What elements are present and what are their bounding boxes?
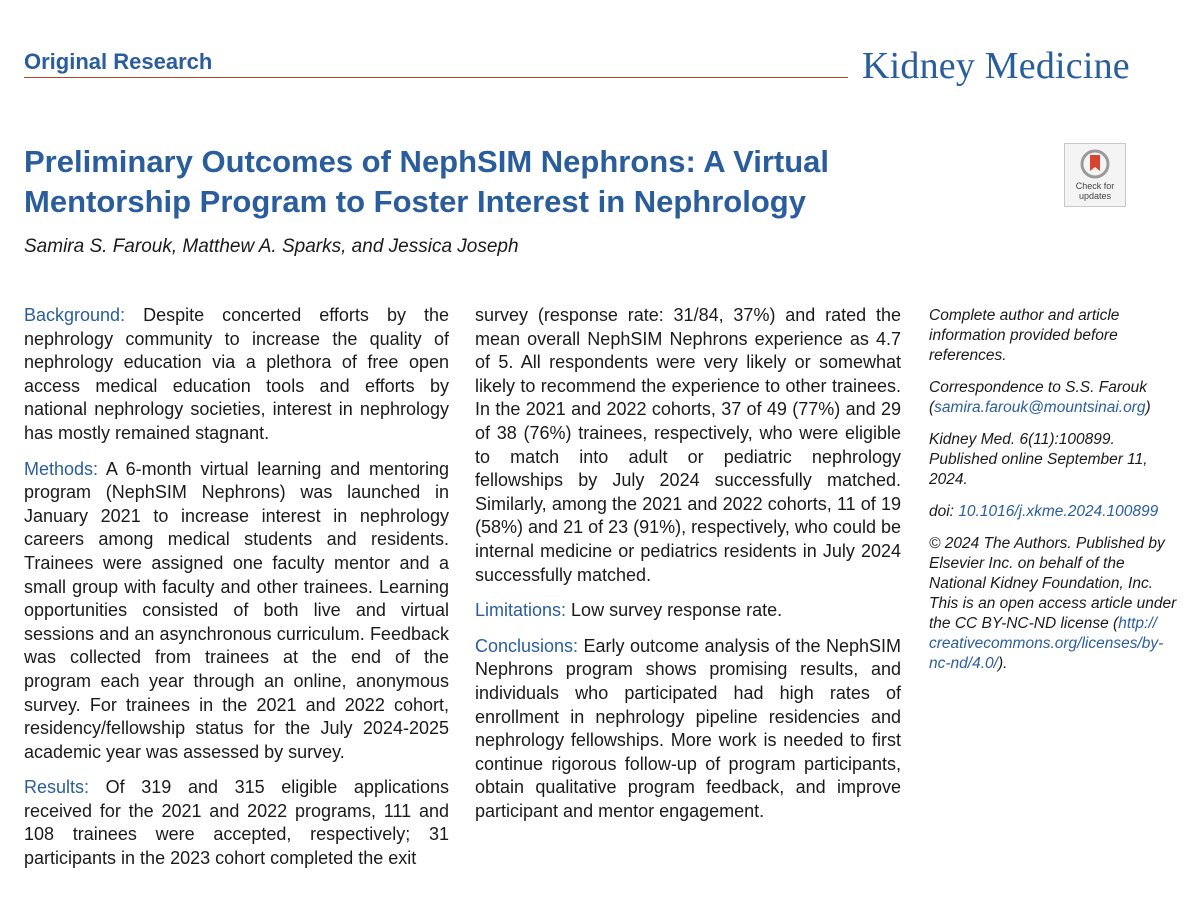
background-text: Despite concerted efforts by the nephrology community to increase the quality of nephrology education via a plethora of free open access medical education tools and efforts by national nephrology societies, interest in nephrology has mostly remained stagnant. xyxy=(24,305,449,443)
correspondence-prefix: Correspondence to S.S. Farouk ( xyxy=(929,379,1147,416)
results-text-part-2: survey (response rate: 31/84, 37%) and rated the mean overall NephSIM Nephrons experience as 4.7 of 5. All respondents were very likely or somewhat likely to recommend the experience to other trainees. In the 2021 and 2022 cohorts, 37 of 49 (77%) and 29 of 38 (76%) trainees, respectively, who were eligible to match into adult or pediatric nephrology fellowships by July 2024 successfully matched. Similarly, among the 2021 and 2022 cohorts, 11 of 19 (58%) and 21 of 23 (91%), respectively, who could be internal medicine or pediatrics residents in July 2024 successfully matched. xyxy=(475,305,901,585)
badge-label-line-1: Check for xyxy=(1075,181,1115,191)
results-paragraph-continued xyxy=(475,304,901,587)
article-title-line-1: Preliminary Outcomes of NephSIM Nephrons: A Virtual xyxy=(24,144,830,179)
badge-label-line-2: updates xyxy=(1078,191,1112,201)
license-statement xyxy=(929,534,1177,674)
limitations-text: Low survey response rate. xyxy=(566,600,783,621)
article-title xyxy=(24,142,964,222)
license-link[interactable]: http://​creativecommons.org/​licenses/by-nc-nd/4.0/ xyxy=(929,615,1164,672)
correspondence-suffix: ) xyxy=(1145,399,1151,416)
doi xyxy=(929,502,1177,522)
results-heading: Results: xyxy=(24,777,90,798)
conclusions-text: Early outcome analysis of the NephSIM Nephrons program shows promising results, and individuals who participated had high rates of enrollment in nephrology pipeline residencies and nephrology fellowships. More work is needed to first continue rigorous follow-up of program participants, obtain qualitative program feedback, and improve participant and mentor engagement. xyxy=(475,635,901,821)
results-text-part-1: Of 319 and 315 eligible applications received for the 2021 and 2022 programs, 111 and 108 trainees were accepted, respectively; 31 participants in the 2023 cohort completed the exit xyxy=(24,777,449,869)
abstract-column-1 xyxy=(24,304,449,883)
doi-prefix: doi: xyxy=(929,503,959,520)
doi-link[interactable]: 10.1016/​j.xkme.2024.100899 xyxy=(958,503,1159,520)
correspondence xyxy=(929,378,1177,418)
header-divider xyxy=(24,77,848,78)
methods-heading: Methods: xyxy=(24,458,99,479)
background-heading: Background: xyxy=(24,305,126,325)
author-list: Samira S. Farouk, Matthew A. Sparks, and Jessica Joseph xyxy=(24,236,519,257)
conclusions-paragraph xyxy=(475,635,901,824)
license-suffix: ). xyxy=(997,655,1008,672)
article-info-sidebar xyxy=(929,306,1177,686)
journal-name: Kidney Medicine xyxy=(862,45,1130,87)
article-title-line-2: Mentorship Program to Foster Interest in Nephrology xyxy=(24,184,806,219)
citation xyxy=(929,430,1177,490)
citation-line-1: Kidney Med. 6(11):100899. xyxy=(929,431,1115,448)
license-text: © 2024 The Authors. Published by Elsevier Inc. on behalf of the National Kidney Foundation, Inc. This is an open access article under the CC BY-NC-ND license ( xyxy=(929,535,1177,632)
methods-paragraph xyxy=(24,458,449,765)
limitations-paragraph xyxy=(475,599,901,623)
conclusions-heading: Conclusions: xyxy=(475,635,579,656)
correspondence-email-link[interactable]: samira.​farouk@mountsinai.org xyxy=(934,399,1146,416)
results-paragraph xyxy=(24,776,449,870)
methods-text: A 6-month virtual learning and mentoring program (NephSIM Nephrons) was launched in January 2021 to increase interest in nephrology careers among medical students and residents. Trainees were assigned one faculty mentor and a small group with faculty and other trainees. Learning opportunities consisted of both live and virtual sessions and an asynchronous curriculum. Feedback was collected from trainees at the end of the program each year through an online, anonymous survey. For trainees in the 2021 and 2022 cohort, residency/fellowship status for the July 2024-2025 academic year was assessed by survey. xyxy=(24,458,449,762)
abstract-column-2 xyxy=(475,304,901,835)
limitations-heading: Limitations: xyxy=(475,600,567,621)
check-for-updates-badge[interactable] xyxy=(1064,143,1126,207)
section-label: Original Research xyxy=(24,49,213,74)
check-for-updates-icon xyxy=(1080,149,1110,181)
citation-line-2: Published online September 11, 2024. xyxy=(929,451,1148,488)
background-paragraph xyxy=(24,304,449,446)
author-info-note: Complete author and article information provided before references. xyxy=(929,307,1120,364)
